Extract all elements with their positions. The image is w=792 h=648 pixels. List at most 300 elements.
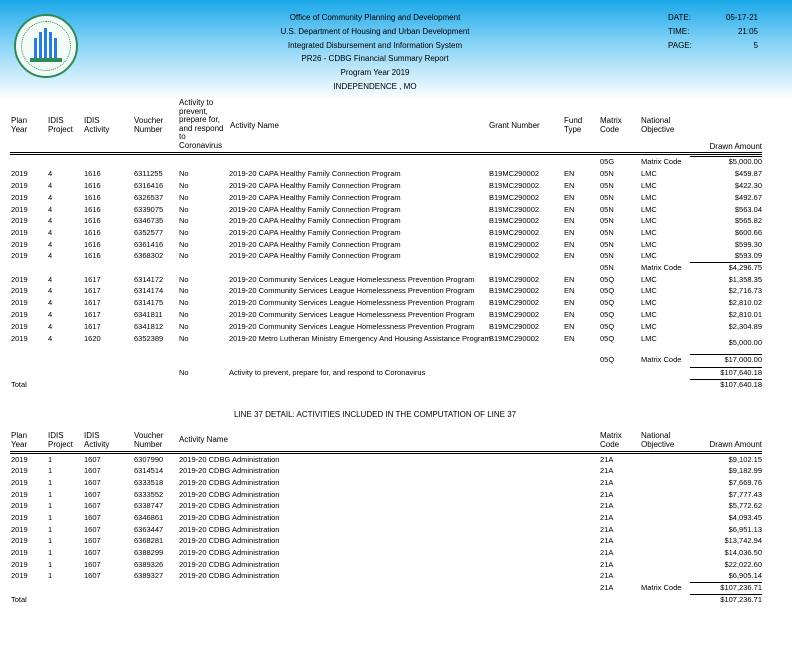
t2-row-activity-name: 2019-20 CDBG Administration xyxy=(179,525,280,534)
row-plan-year: 2019 xyxy=(11,169,28,178)
t2-col-idis-activity: IDIS Activity xyxy=(84,431,110,449)
row-coronavirus: No xyxy=(179,298,189,307)
seal-building-bar xyxy=(44,28,47,58)
t2-row-idis-project: 1 xyxy=(48,525,53,534)
t2-col-national-objective: National Objective xyxy=(641,431,675,449)
t2-row-plan-year: 2019 xyxy=(11,466,28,475)
t2-total-label: Total xyxy=(11,595,27,604)
t2-col-activity-name: Activity Name xyxy=(179,435,228,444)
row-voucher-number: 6346735 xyxy=(134,216,164,225)
row-coronavirus: No xyxy=(179,193,189,202)
table2-header-rule-2 xyxy=(10,453,762,454)
row-fund-type: EN xyxy=(564,181,575,190)
t2-row-plan-year: 2019 xyxy=(11,490,28,499)
row-drawn-amount: $2,810.02 xyxy=(728,298,762,307)
row-voucher-number: 6311255 xyxy=(134,169,163,178)
t2-row-matrix-code: 21A xyxy=(600,478,614,487)
t2-row-drawn-amount: $5,772.62 xyxy=(728,501,762,510)
t2-total-rule xyxy=(690,594,762,595)
row-voucher-number: 6314175 xyxy=(134,298,164,307)
t2-row-voucher-number: 6346861 xyxy=(134,513,164,522)
row-coronavirus: No xyxy=(179,228,189,237)
row-matrix-code: 05Q xyxy=(600,286,615,295)
row-activity-name: 2019-20 CAPA Healthy Family Connection Program xyxy=(229,228,401,237)
t2-row-activity-name: 2019-20 CDBG Administration xyxy=(179,571,280,580)
t2-col-matrix-code: Matrix Code xyxy=(600,431,622,449)
t2-subtotal-amount: $107,236.71 xyxy=(720,583,762,592)
row-matrix-code: 05N xyxy=(600,169,614,178)
row-drawn-amount: $2,716.73 xyxy=(728,286,762,295)
col-grant-number: Grant Number xyxy=(489,121,540,130)
time-label: TIME: xyxy=(668,27,690,36)
time-value: 21:05 xyxy=(737,27,758,36)
t2-row-activity-name: 2019-20 CDBG Administration xyxy=(179,455,280,464)
t2-row-idis-activity: 1607 xyxy=(84,548,101,557)
subtotal-rule xyxy=(690,262,762,263)
row-idis-activity: 1616 xyxy=(84,228,101,237)
t2-row-idis-project: 1 xyxy=(48,490,53,499)
row-grant-number: B19MC290002 xyxy=(489,310,540,319)
row-drawn-amount: $492.67 xyxy=(734,193,762,202)
row-coronavirus: No xyxy=(179,275,189,284)
row-fund-type: EN xyxy=(564,193,575,202)
row-coronavirus: No xyxy=(179,205,189,214)
row-activity-name: 2019-20 CAPA Healthy Family Connection Program xyxy=(229,181,401,190)
hud-seal-logo xyxy=(14,14,78,78)
header-office: Office of Community Planning and Development xyxy=(289,13,461,22)
row-voucher-number: 6352577 xyxy=(134,228,164,237)
row-drawn-amount: $599.30 xyxy=(734,240,762,249)
row-fund-type: EN xyxy=(564,228,575,237)
t2-row-plan-year: 2019 xyxy=(11,536,28,545)
row-voucher-number: 6326537 xyxy=(134,193,164,202)
row-drawn-amount: $459.87 xyxy=(734,169,762,178)
seal-building-bar xyxy=(39,32,42,58)
t2-row-idis-activity: 1607 xyxy=(84,571,101,580)
row-idis-activity: 1616 xyxy=(84,251,101,260)
corona-flag: No xyxy=(179,368,189,377)
row-idis-project: 4 xyxy=(48,205,53,214)
t2-col-voucher-number: Voucher Number xyxy=(134,431,164,449)
row-grant-number: B19MC290002 xyxy=(489,251,540,260)
row-coronavirus: No xyxy=(179,334,189,343)
row-fund-type: EN xyxy=(564,251,575,260)
row-fund-type: EN xyxy=(564,216,575,225)
t2-row-activity-name: 2019-20 CDBG Administration xyxy=(179,513,280,522)
row-drawn-amount: $593.09 xyxy=(734,251,762,260)
row-activity-name: 2019-20 CAPA Healthy Family Connection Program xyxy=(229,251,401,260)
t2-row-matrix-code: 21A xyxy=(600,548,614,557)
row-activity-name: 2019-20 Community Services League Homelessness Prevention Program xyxy=(229,310,475,319)
t2-row-matrix-code: 21A xyxy=(600,513,614,522)
col-idis-project: IDIS Project xyxy=(48,116,73,134)
t2-row-plan-year: 2019 xyxy=(11,513,28,522)
row-coronavirus: No xyxy=(179,322,189,331)
subtotal-label: Matrix Code xyxy=(641,263,682,272)
row-plan-year: 2019 xyxy=(11,334,28,343)
row-plan-year: 2019 xyxy=(11,181,28,190)
row-matrix-code: 05Q xyxy=(600,275,615,284)
row-voucher-number: 6339075 xyxy=(134,205,164,214)
t2-row-matrix-code: 21A xyxy=(600,525,614,534)
row-idis-activity: 1616 xyxy=(84,216,101,225)
row-coronavirus: No xyxy=(179,216,189,225)
row-idis-project: 4 xyxy=(48,275,53,284)
row-activity-name: 2019-20 CAPA Healthy Family Connection Program xyxy=(229,216,401,225)
t2-row-plan-year: 2019 xyxy=(11,455,28,464)
t2-row-idis-project: 1 xyxy=(48,560,53,569)
t2-row-idis-activity: 1607 xyxy=(84,536,101,545)
subtotal-rule xyxy=(690,354,762,355)
row-fund-type: EN xyxy=(564,205,575,214)
row-drawn-amount: $565.82 xyxy=(734,216,762,225)
corona-summary-label: Activity to prevent, prepare for, and respond to Coronavirus xyxy=(229,368,426,377)
row-national-objective: LMC xyxy=(641,240,657,249)
row-matrix-code: 05N xyxy=(600,251,614,260)
t2-row-idis-project: 1 xyxy=(48,501,53,510)
t2-row-idis-project: 1 xyxy=(48,536,53,545)
row-activity-name: 2019-20 Community Services League Homelessness Prevention Program xyxy=(229,286,475,295)
row-grant-number: B19MC290002 xyxy=(489,240,540,249)
subtotal-amount: $5,000.00 xyxy=(728,157,762,166)
seal-building-bar xyxy=(54,38,57,58)
row-voucher-number: 6314174 xyxy=(134,286,164,295)
t2-row-plan-year: 2019 xyxy=(11,571,28,580)
row-grant-number: B19MC290002 xyxy=(489,322,540,331)
row-matrix-code: 05N xyxy=(600,240,614,249)
t2-row-activity-name: 2019-20 CDBG Administration xyxy=(179,560,280,569)
header-department: U.S. Department of Housing and Urban Development xyxy=(280,27,470,36)
row-coronavirus: No xyxy=(179,310,189,319)
t2-row-idis-project: 1 xyxy=(48,513,53,522)
row-plan-year: 2019 xyxy=(11,228,28,237)
row-idis-activity: 1617 xyxy=(84,322,101,331)
t2-row-voucher-number: 6388299 xyxy=(134,548,164,557)
t2-row-drawn-amount: $7,669.76 xyxy=(728,478,762,487)
row-grant-number: B19MC290002 xyxy=(489,216,540,225)
row-national-objective: LMC xyxy=(641,181,657,190)
t2-row-activity-name: 2019-20 CDBG Administration xyxy=(179,536,280,545)
row-national-objective: LMC xyxy=(641,169,657,178)
seal-ground xyxy=(30,58,62,62)
row-idis-project: 4 xyxy=(48,322,53,331)
t2-row-idis-activity: 1607 xyxy=(84,478,101,487)
row-idis-activity: 1616 xyxy=(84,193,101,202)
t2-row-plan-year: 2019 xyxy=(11,501,28,510)
row-plan-year: 2019 xyxy=(11,251,28,260)
row-voucher-number: 6361416 xyxy=(134,240,164,249)
row-idis-project: 4 xyxy=(48,286,53,295)
t2-row-activity-name: 2019-20 CDBG Administration xyxy=(179,478,280,487)
t2-row-voucher-number: 6389326 xyxy=(134,560,164,569)
t2-row-idis-project: 1 xyxy=(48,548,53,557)
row-national-objective: LMC xyxy=(641,228,657,237)
row-idis-activity: 1617 xyxy=(84,310,101,319)
page-label: PAGE: xyxy=(668,41,692,50)
seal-building-bar xyxy=(49,32,52,58)
t2-row-idis-activity: 1607 xyxy=(84,501,101,510)
row-voucher-number: 6341811 xyxy=(134,310,163,319)
t2-row-drawn-amount: $4,093.45 xyxy=(728,513,762,522)
total-label: Total xyxy=(11,380,27,389)
row-grant-number: B19MC290002 xyxy=(489,228,540,237)
subtotal-rule xyxy=(690,156,762,157)
row-idis-project: 4 xyxy=(48,181,53,190)
t2-subtotal-rule xyxy=(690,582,762,583)
row-grant-number: B19MC290002 xyxy=(489,286,540,295)
date-value: 05-17-21 xyxy=(725,13,758,22)
row-plan-year: 2019 xyxy=(11,298,28,307)
corona-rule xyxy=(690,367,762,368)
col-plan-year: Plan Year xyxy=(11,116,28,134)
row-grant-number: B19MC290002 xyxy=(489,334,540,343)
row-matrix-code: 05Q xyxy=(600,298,615,307)
t2-row-drawn-amount: $14,036.50 xyxy=(724,548,762,557)
row-idis-project: 4 xyxy=(48,169,53,178)
row-plan-year: 2019 xyxy=(11,322,28,331)
row-activity-name: 2019-20 CAPA Healthy Family Connection Program xyxy=(229,193,401,202)
row-drawn-amount: $2,810.01 xyxy=(728,310,762,319)
row-idis-activity: 1617 xyxy=(84,275,101,284)
t2-row-activity-name: 2019-20 CDBG Administration xyxy=(179,490,280,499)
t2-row-idis-activity: 1607 xyxy=(84,466,101,475)
t2-row-plan-year: 2019 xyxy=(11,548,28,557)
date-label: DATE: xyxy=(668,13,691,22)
t2-row-idis-activity: 1607 xyxy=(84,490,101,499)
row-activity-name: 2019-20 CAPA Healthy Family Connection Program xyxy=(229,169,401,178)
t2-row-voucher-number: 6389327 xyxy=(134,571,164,580)
t2-row-voucher-number: 6338747 xyxy=(134,501,164,510)
header-report-title: PR26 - CDBG Financial Summary Report xyxy=(301,54,449,63)
table1-header-rule-2 xyxy=(10,154,762,155)
subtotal-label: Matrix Code xyxy=(641,355,682,364)
row-plan-year: 2019 xyxy=(11,240,28,249)
row-voucher-number: 6314172 xyxy=(134,275,164,284)
t2-row-voucher-number: 6333552 xyxy=(134,490,164,499)
row-grant-number: B19MC290002 xyxy=(489,298,540,307)
header-program-year: Program Year 2019 xyxy=(340,68,410,77)
row-drawn-amount: $422.30 xyxy=(734,181,762,190)
t2-row-matrix-code: 21A xyxy=(600,536,614,545)
col-activity-name: Activity Name xyxy=(230,121,279,130)
t2-total-amount: $107,236.71 xyxy=(720,595,762,604)
row-activity-name: 2019-20 Community Services League Homelessness Prevention Program xyxy=(229,275,475,284)
t2-row-plan-year: 2019 xyxy=(11,560,28,569)
row-fund-type: EN xyxy=(564,275,575,284)
section2-title: LINE 37 DETAIL: ACTIVITIES INCLUDED IN THE COMPUTATION OF LINE 37 xyxy=(234,410,517,419)
row-idis-project: 4 xyxy=(48,334,53,343)
row-idis-project: 4 xyxy=(48,298,53,307)
t2-row-plan-year: 2019 xyxy=(11,478,28,487)
t2-row-idis-activity: 1607 xyxy=(84,525,101,534)
col-idis-activity: IDIS Activity xyxy=(84,116,110,134)
row-plan-year: 2019 xyxy=(11,193,28,202)
row-fund-type: EN xyxy=(564,334,575,343)
row-idis-activity: 1616 xyxy=(84,181,101,190)
row-coronavirus: No xyxy=(179,169,189,178)
t2-row-drawn-amount: $6,951.13 xyxy=(728,525,762,534)
header-grantee: INDEPENDENCE , MO xyxy=(333,82,417,91)
row-national-objective: LMC xyxy=(641,286,657,295)
t2-col-idis-project: IDIS Project xyxy=(48,431,73,449)
t2-row-drawn-amount: $22,022.60 xyxy=(724,560,762,569)
row-plan-year: 2019 xyxy=(11,216,28,225)
row-national-objective: LMC xyxy=(641,298,657,307)
subtotal-matrix-code: 05Q xyxy=(600,355,615,364)
seal-building-bar xyxy=(34,38,37,58)
t2-row-idis-activity: 1607 xyxy=(84,560,101,569)
row-fund-type: EN xyxy=(564,169,575,178)
row-grant-number: B19MC290002 xyxy=(489,169,540,178)
t2-row-voucher-number: 6368281 xyxy=(134,536,164,545)
row-national-objective: LMC xyxy=(641,275,657,284)
t2-col-drawn-amount: Drawn Amount xyxy=(709,440,762,449)
row-activity-name: 2019-20 Community Services League Homelessness Prevention Program xyxy=(229,322,475,331)
t2-row-matrix-code: 21A xyxy=(600,490,614,499)
subtotal-label: Matrix Code xyxy=(641,157,682,166)
total-rule xyxy=(690,379,762,380)
row-plan-year: 2019 xyxy=(11,205,28,214)
t2-subtotal-label: Matrix Code xyxy=(641,583,682,592)
row-national-objective: LMC xyxy=(641,216,657,225)
row-plan-year: 2019 xyxy=(11,286,28,295)
row-fund-type: EN xyxy=(564,286,575,295)
col-voucher-number: Voucher Number xyxy=(134,116,164,134)
row-fund-type: EN xyxy=(564,240,575,249)
row-voucher-number: 6368302 xyxy=(134,251,164,260)
t2-row-idis-project: 1 xyxy=(48,478,53,487)
row-activity-name: 2019-20 Metro Lutheran Ministry Emergency And Housing Assistance Program xyxy=(229,334,491,343)
t2-row-voucher-number: 6314514 xyxy=(134,466,164,475)
row-matrix-code: 05N xyxy=(600,205,614,214)
t2-row-drawn-amount: $13,742.94 xyxy=(724,536,762,545)
row-idis-project: 4 xyxy=(48,228,53,237)
row-grant-number: B19MC290002 xyxy=(489,205,540,214)
row-drawn-amount: $2,304.89 xyxy=(728,322,762,331)
row-fund-type: EN xyxy=(564,298,575,307)
row-national-objective: LMC xyxy=(641,251,657,260)
row-matrix-code: 05N xyxy=(600,228,614,237)
col-coronavirus: Activity to prevent, prepare for, and respond to Coronavirus xyxy=(179,98,224,150)
row-coronavirus: No xyxy=(179,251,189,260)
row-voucher-number: 6352389 xyxy=(134,334,164,343)
subtotal-matrix-code: 05G xyxy=(600,157,615,166)
row-drawn-amount: $600.66 xyxy=(734,228,762,237)
row-grant-number: B19MC290002 xyxy=(489,193,540,202)
t2-row-idis-project: 1 xyxy=(48,571,53,580)
total-amount: $107,640.18 xyxy=(720,380,762,389)
corona-summary-amount: $107,640.18 xyxy=(720,368,762,377)
row-fund-type: EN xyxy=(564,310,575,319)
row-plan-year: 2019 xyxy=(11,275,28,284)
row-idis-project: 4 xyxy=(48,216,53,225)
t2-row-matrix-code: 21A xyxy=(600,571,614,580)
row-idis-project: 4 xyxy=(48,310,53,319)
row-coronavirus: No xyxy=(179,286,189,295)
row-idis-activity: 1616 xyxy=(84,205,101,214)
col-fund-type: Fund Type xyxy=(564,116,583,134)
row-national-objective: LMC xyxy=(641,193,657,202)
t2-row-matrix-code: 21A xyxy=(600,455,614,464)
t2-col-plan-year: Plan Year xyxy=(11,431,28,449)
row-idis-activity: 1616 xyxy=(84,240,101,249)
col-matrix-code: Matrix Code xyxy=(600,116,622,134)
t2-row-matrix-code: 21A xyxy=(600,560,614,569)
row-activity-name: 2019-20 Community Services League Homelessness Prevention Program xyxy=(229,298,475,307)
t2-row-idis-project: 1 xyxy=(48,466,53,475)
row-idis-project: 4 xyxy=(48,193,53,202)
subtotal-matrix-code: 05N xyxy=(600,263,614,272)
row-matrix-code: 05Q xyxy=(600,334,615,343)
page-value: 5 xyxy=(753,41,758,50)
t2-row-voucher-number: 6363447 xyxy=(134,525,164,534)
row-coronavirus: No xyxy=(179,181,189,190)
row-voucher-number: 6341812 xyxy=(134,322,164,331)
row-matrix-code: 05N xyxy=(600,216,614,225)
col-national-objective: National Objective xyxy=(641,116,675,134)
subtotal-amount: $17,000.00 xyxy=(724,355,762,364)
row-activity-name: 2019-20 CAPA Healthy Family Connection Program xyxy=(229,240,401,249)
row-idis-activity: 1617 xyxy=(84,298,101,307)
t2-row-voucher-number: 6333518 xyxy=(134,478,164,487)
subtotal-amount: $4,296.75 xyxy=(728,263,762,272)
row-fund-type: EN xyxy=(564,322,575,331)
t2-row-activity-name: 2019-20 CDBG Administration xyxy=(179,501,280,510)
row-idis-activity: 1620 xyxy=(84,334,101,343)
row-idis-project: 4 xyxy=(48,240,53,249)
row-grant-number: B19MC290002 xyxy=(489,275,540,284)
t2-row-activity-name: 2019-20 CDBG Administration xyxy=(179,466,280,475)
t2-row-drawn-amount: $9,102.15 xyxy=(728,455,762,464)
row-national-objective: LMC xyxy=(641,334,657,343)
row-coronavirus: No xyxy=(179,240,189,249)
header-system: Integrated Disbursement and Information System xyxy=(287,41,463,50)
row-matrix-code: 05N xyxy=(600,181,614,190)
col-drawn-amount: Drawn Amount xyxy=(709,142,762,151)
row-activity-name: 2019-20 CAPA Healthy Family Connection Program xyxy=(229,205,401,214)
t2-row-idis-project: 1 xyxy=(48,455,53,464)
row-drawn-amount: $5,000.00 xyxy=(728,338,762,347)
t2-row-voucher-number: 6307990 xyxy=(134,455,164,464)
row-national-objective: LMC xyxy=(641,322,657,331)
row-idis-activity: 1617 xyxy=(84,286,101,295)
row-matrix-code: 05Q xyxy=(600,310,615,319)
t2-row-drawn-amount: $9,182.99 xyxy=(728,466,762,475)
row-matrix-code: 05N xyxy=(600,193,614,202)
t2-row-matrix-code: 21A xyxy=(600,466,614,475)
row-voucher-number: 6316416 xyxy=(134,181,164,190)
row-national-objective: LMC xyxy=(641,205,657,214)
t2-row-drawn-amount: $7,777.43 xyxy=(728,490,762,499)
t2-row-plan-year: 2019 xyxy=(11,525,28,534)
t2-row-idis-activity: 1607 xyxy=(84,455,101,464)
t2-row-activity-name: 2019-20 CDBG Administration xyxy=(179,548,280,557)
t2-subtotal-matrix-code: 21A xyxy=(600,583,614,592)
row-plan-year: 2019 xyxy=(11,310,28,319)
row-national-objective: LMC xyxy=(641,310,657,319)
row-grant-number: B19MC290002 xyxy=(489,181,540,190)
row-idis-activity: 1616 xyxy=(84,169,101,178)
t2-row-idis-activity: 1607 xyxy=(84,513,101,522)
table2-header-rule xyxy=(10,451,762,452)
table1-header-rule xyxy=(10,152,762,153)
row-idis-project: 4 xyxy=(48,251,53,260)
row-drawn-amount: $563.04 xyxy=(734,205,762,214)
t2-row-drawn-amount: $6,905.14 xyxy=(728,571,762,580)
t2-row-matrix-code: 21A xyxy=(600,501,614,510)
row-matrix-code: 05Q xyxy=(600,322,615,331)
row-drawn-amount: $1,358.35 xyxy=(728,275,762,284)
